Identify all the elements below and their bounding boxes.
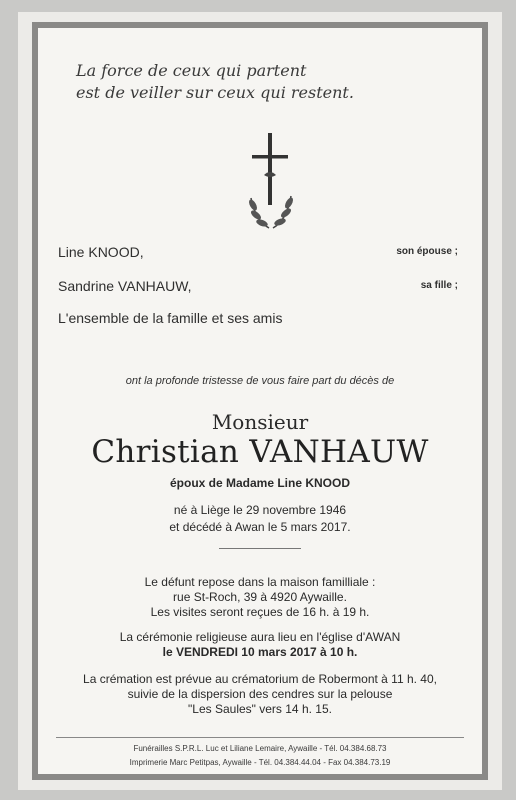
footer-divider <box>56 737 464 738</box>
family-name: L'ensemble de la famille et ses amis <box>58 310 283 326</box>
notice-frame <box>32 22 488 780</box>
cremation-line-2: suivie de la dispersion des cendres sur la pelouse <box>127 687 393 701</box>
repose-line-3: Les visites seront reçues de 16 h. à 19 h. <box>150 605 370 619</box>
footer <box>18 742 502 770</box>
repose-line-2: rue St-Roch, 39 à 4920 Aywaille. <box>173 590 347 604</box>
birth-line: né à Liège le 29 novembre 1946 <box>173 503 347 517</box>
family-name: Line KNOOD, <box>58 244 144 260</box>
repose-line-1: Le défunt repose dans la maison familliale : <box>144 575 376 589</box>
ceremony-block <box>18 630 502 660</box>
cremation-block <box>18 672 502 717</box>
divider <box>219 548 301 549</box>
quote-line-1: La force de ceux qui partent <box>76 61 307 80</box>
intro-text: ont la profonde tristesse de vous faire part du décès de <box>125 375 395 387</box>
family-relation: son épouse ; <box>396 246 458 257</box>
death-notice-card <box>18 12 502 790</box>
cremation-line-3: "Les Saules" vers 14 h. 15. <box>188 702 332 716</box>
family-relation: sa fille ; <box>420 280 458 291</box>
spouse-line: époux de Madame Line KNOOD <box>169 476 351 490</box>
footer-line-2: Imprimerie Marc Petitpas, Aywaille - Tél. 04.384.44.04 - Fax 04.384.73.19 <box>129 758 391 767</box>
dates <box>18 502 502 536</box>
cross-with-palm-branches-icon <box>247 133 295 243</box>
honorific: Monsieur <box>211 410 309 434</box>
repose-block <box>18 575 502 620</box>
ceremony-line-2: le VENDREDI 10 mars 2017 à 10 h. <box>162 645 358 659</box>
quote-line-2: est de veiller sur ceux qui restent. <box>76 83 354 102</box>
deceased-name: Christian VANHAUW <box>91 434 429 470</box>
footer-line-1: Funérailles S.P.R.L. Luc et Liliane Lemaire, Aywaille - Tél. 04.384.68.73 <box>133 744 387 753</box>
quote <box>76 60 354 104</box>
family-name: Sandrine VANHAUW, <box>58 278 192 294</box>
cremation-line-1: La crémation est prévue au crématorium de Robermont à 11 h. 40, <box>83 672 437 686</box>
ceremony-line-1: La cérémonie religieuse aura lieu en l'église d'AWAN <box>119 630 401 644</box>
death-line: et décédé à Awan le 5 mars 2017. <box>169 520 351 534</box>
